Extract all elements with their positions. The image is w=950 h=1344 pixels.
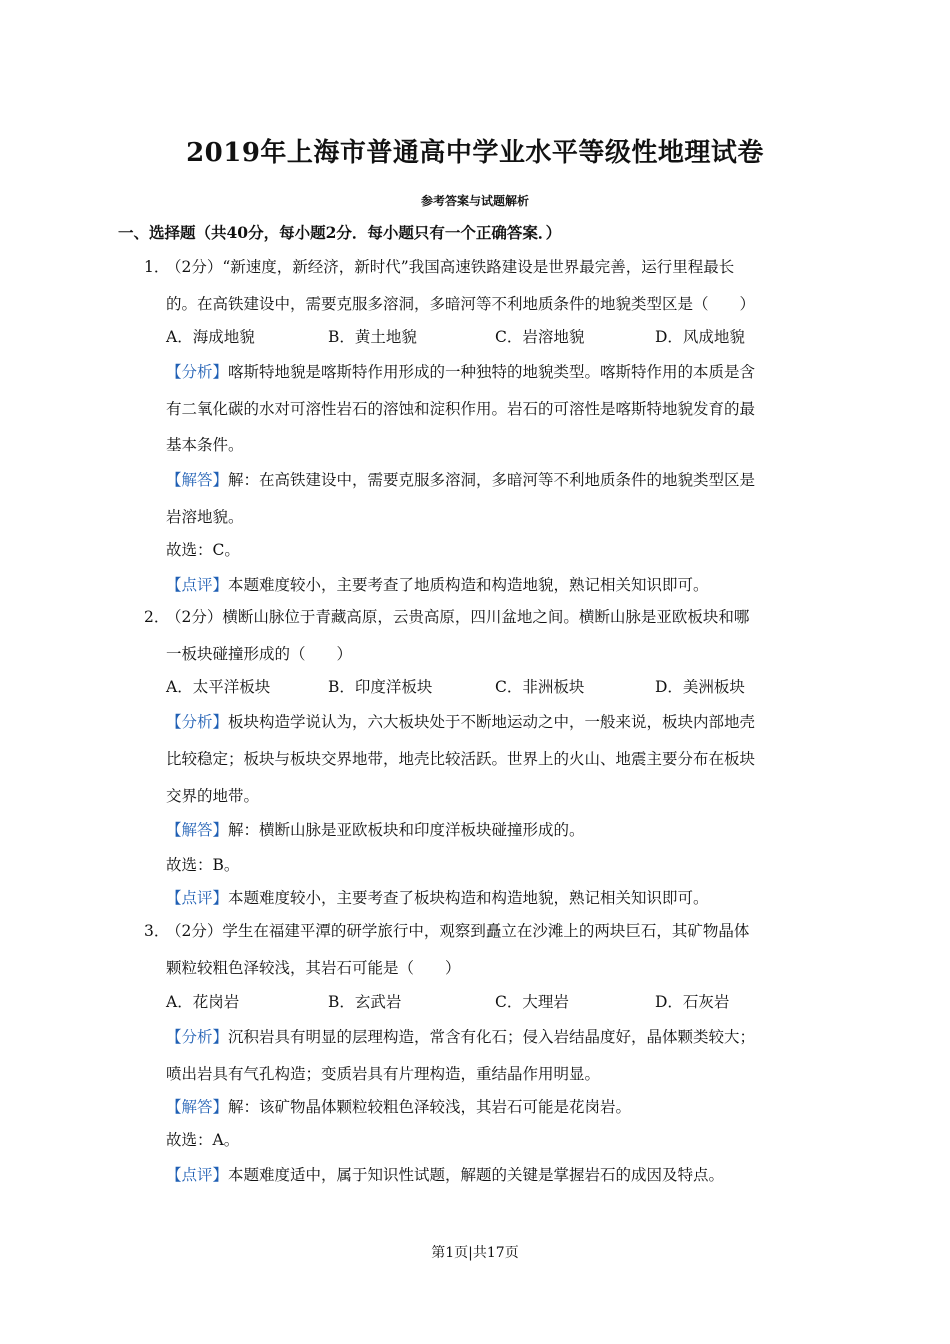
answer-text: 解：在高铁建设中，需要克服多溶洞，多暗河等不利地质条件的地貌类型区是 — [228, 471, 756, 489]
answer-tag: 【解答】 — [166, 471, 229, 489]
answer-text: 解：该矿物晶体颗粒较粗色泽较浅，其岩石可能是花岗岩。 — [228, 1098, 632, 1116]
question-1-analysis-line3: 基本条件。 — [166, 436, 244, 454]
answer-text: 解：横断山脉是亚欧板块和印度洋板块碰撞形成的。 — [228, 821, 585, 839]
analysis-tag: 【分析】 — [166, 363, 229, 381]
question-3-stem-line2: 颗粒较粗色泽较浅，其岩石可能是（ ） — [166, 959, 461, 977]
analysis-text: 喀斯特地貌是喀斯特作用形成的一种独特的地貌类型。喀斯特作用的本质是含 — [228, 363, 756, 381]
page-title: 2019年上海市普通高中学业水平等级性地理试卷 — [186, 138, 764, 168]
question-2-analysis-line2: 比较稳定；板块与板块交界地带，地壳比较活跃。世界上的火山、地震主要分布在板块 — [166, 750, 756, 768]
question-1-number: 1． — [144, 258, 170, 276]
question-2-option-b: B．印度洋板块 — [328, 678, 433, 696]
question-1-option-b: B．黄土地貌 — [328, 328, 417, 346]
review-tag: 【点评】 — [166, 1166, 229, 1184]
analysis-text: 沉积岩具有明显的层理构造，常含有化石；侵入岩结晶度好，晶体颗类较大； — [228, 1028, 756, 1046]
review-text: 本题难度适中，属于知识性试题，解题的关键是掌握岩石的成因及特点。 — [228, 1166, 725, 1184]
question-3-choice: 故选：A。 — [166, 1131, 240, 1149]
question-3-number: 3． — [144, 922, 170, 940]
question-3-answer-line1 — [166, 1097, 631, 1117]
question-1-option-c: C．岩溶地貌 — [495, 328, 585, 346]
question-1-analysis-line2: 有二氧化碳的水对可溶性岩石的溶蚀和淀积作用。岩石的可溶性是喀斯特地貌发育的最 — [166, 400, 756, 418]
review-tag: 【点评】 — [166, 576, 229, 594]
question-2-analysis-line1 — [166, 712, 755, 732]
question-3-option-b: B．玄武岩 — [328, 993, 402, 1011]
question-1-analysis-line1 — [166, 362, 755, 382]
question-2-option-d: D．美洲板块 — [655, 678, 745, 696]
question-2-choice: 故选：B。 — [166, 856, 240, 874]
question-1-review — [166, 575, 709, 595]
question-3-option-a: A．花岗岩 — [166, 993, 240, 1011]
question-1-option-a: A．海成地貌 — [166, 328, 255, 346]
question-3-analysis-line2: 喷出岩具有气孔构造；变质岩具有片理构造，重结晶作用明显。 — [166, 1065, 601, 1083]
question-1-answer-line2: 岩溶地貌。 — [166, 508, 244, 526]
review-tag: 【点评】 — [166, 889, 229, 907]
question-3-option-c: C．大理岩 — [495, 993, 569, 1011]
question-1-option-d: D．风成地貌 — [655, 328, 745, 346]
review-text: 本题难度较小，主要考查了地质构造和构造地貌，熟记相关知识即可。 — [228, 576, 709, 594]
analysis-tag: 【分析】 — [166, 1028, 229, 1046]
question-3-analysis-line1 — [166, 1027, 755, 1047]
page-number: 第1页|共17页 — [431, 1245, 519, 1261]
question-1-stem-line2: 的。在高铁建设中，需要克服多溶洞，多暗河等不利地质条件的地貌类型区是（ ） — [166, 295, 756, 313]
question-2-stem-line1: （2分）横断山脉位于青藏高原，云贵高原，四川盆地之间。横断山脉是亚欧板块和哪 — [166, 608, 750, 626]
question-2-option-a: A．太平洋板块 — [166, 678, 271, 696]
question-1-choice: 故选：C。 — [166, 541, 240, 559]
question-3-option-d: D．石灰岩 — [655, 993, 730, 1011]
analysis-tag: 【分析】 — [166, 713, 229, 731]
question-3-review — [166, 1165, 724, 1185]
question-2-review — [166, 888, 709, 908]
answer-tag: 【解答】 — [166, 1098, 229, 1116]
question-1-answer-line1 — [166, 470, 755, 490]
page-subtitle: 参考答案与试题解析 — [420, 194, 529, 208]
question-2-answer-line1 — [166, 820, 585, 840]
review-text: 本题难度较小，主要考查了板块构造和构造地貌，熟记相关知识即可。 — [228, 889, 709, 907]
question-2-option-c: C．非洲板块 — [495, 678, 585, 696]
question-3-stem-line1: （2分）学生在福建平潭的研学旅行中，观察到矗立在沙滩上的两块巨石，其矿物晶体 — [166, 922, 750, 940]
question-2-number: 2． — [144, 608, 170, 626]
analysis-text: 板块构造学说认为，六大板块处于不断地运动之中，一般来说，板块内部地壳 — [228, 713, 756, 731]
question-2-analysis-line3: 交界的地带。 — [166, 787, 260, 805]
question-1-stem-line1: （2分）“新速度，新经济，新时代”我国高速铁路建设是世界最完善，运行里程最长 — [166, 258, 735, 276]
answer-tag: 【解答】 — [166, 821, 229, 839]
question-2-stem-line2: 一板块碰撞形成的（ ） — [166, 645, 353, 663]
section-heading: 一、选择题（共40分，每小题2分．每小题只有一个正确答案．） — [118, 223, 562, 242]
